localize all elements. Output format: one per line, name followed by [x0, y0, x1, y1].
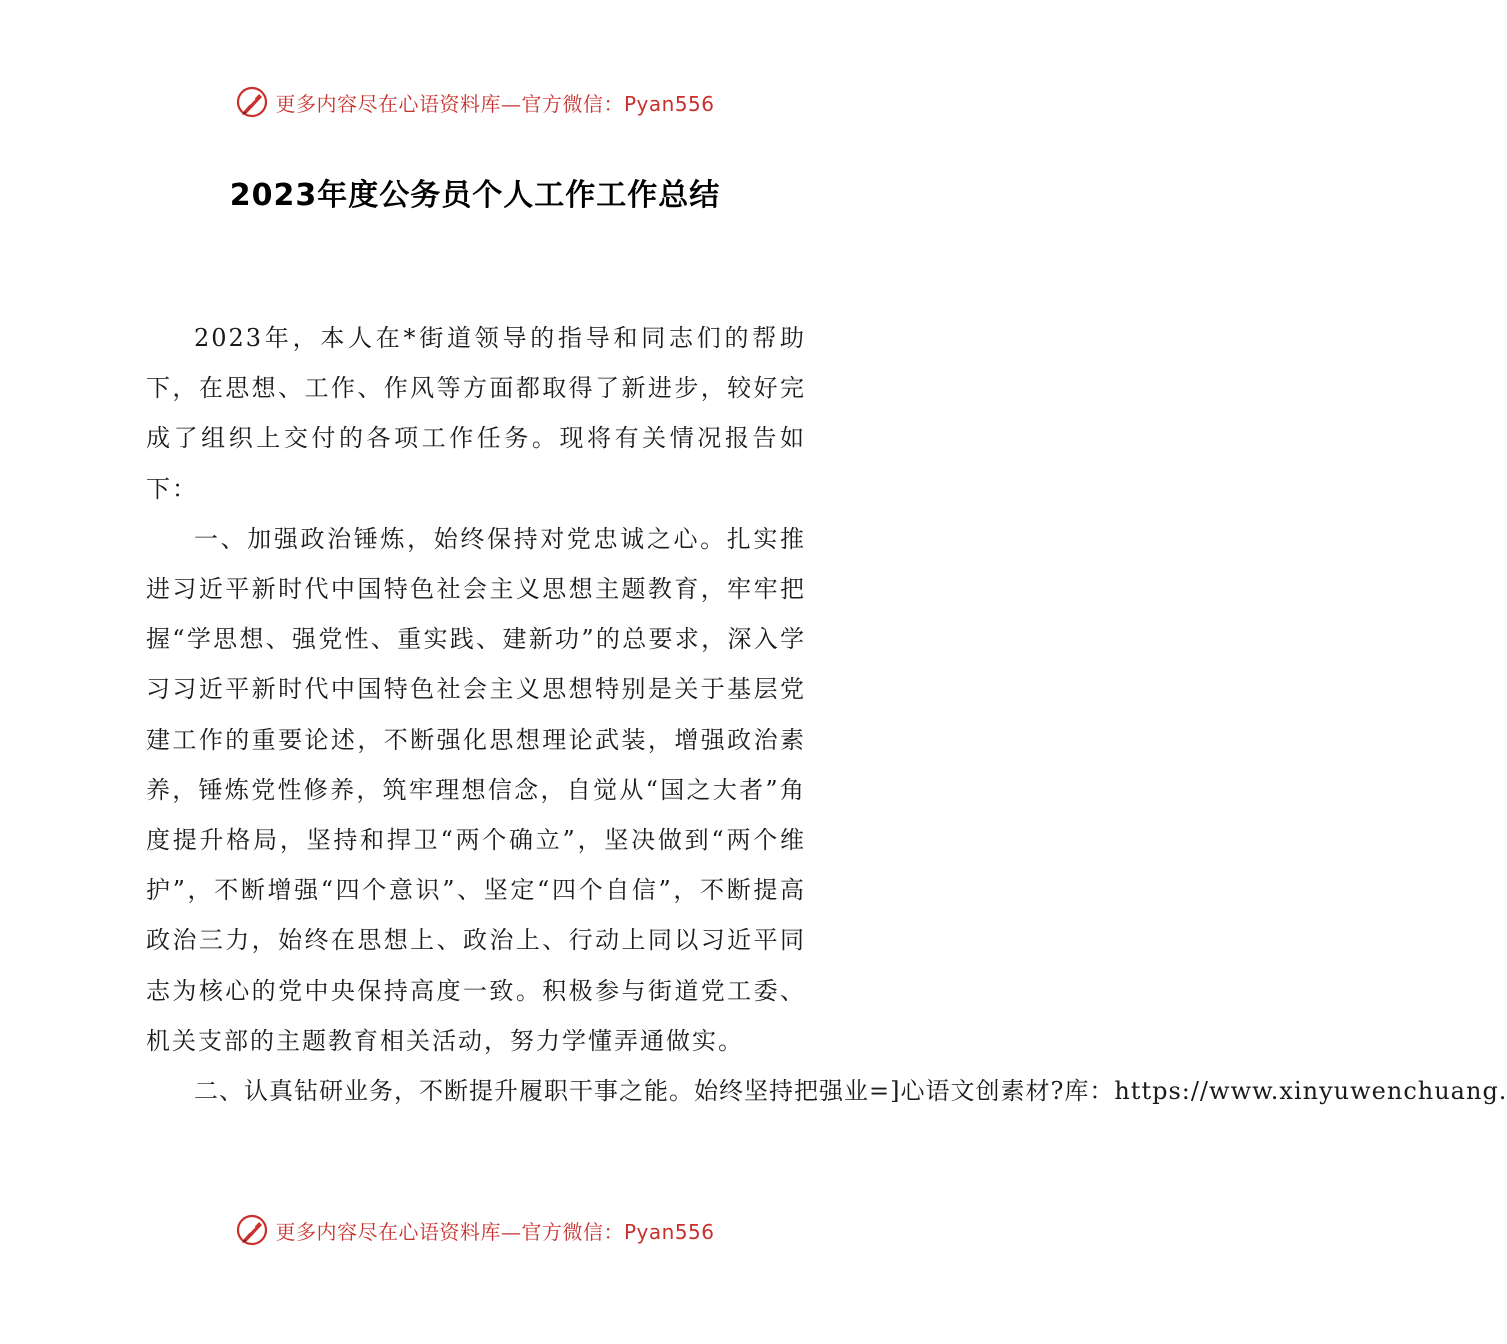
paragraph-intro: 2023年，本人在*街道领导的指导和同志们的帮助下，在思想、工作、作风等方面都取得了新进步，较好完成了组织上交付的各项工作任务。现将有关情况报告如下：: [146, 324, 806, 503]
paragraph-section-two: 二、认真钻研业务，不断提升履职干事之能。始终坚持把强业=]心语文创素材?库：https://www.xinyuwenchuang.: [194, 1077, 1507, 1106]
header-banner: [0, 80, 950, 124]
footer-wechat-id: Pyan556: [623, 1219, 715, 1244]
document-body: [146, 313, 1507, 1116]
paragraph-section-one: 一、加强政治锤炼，始终保持对党忠诚之心。扎实推进习近平新时代中国特色社会主义思想主题教育，牢牢把握“学思想、强党性、重实践、建新功”的总要求，深入学习习近平新时代中国特色社会主义思想特别是关于基层党建工作的重要论述，不断强化思想理论武装，增强政治素养，锤炼党性修养，筑牢理想信念，自觉从“国之大者”角度提升格局，坚持和捍卫“两个确立”，坚决做到“两个维护”，不断增强“四个意识”、坚定“四个自信”，不断提高政治三力，始终在思想上、政治上、行动上同以习近平同志为核心的党中央保持高度一致。积极参与街道党工委、机关支部的主题教育相关活动，努力学懂弄通做实。: [146, 524, 806, 1055]
footer-banner-text: 更多内容尽在心语资料库—官方微信：Pyan556: [275, 1219, 715, 1244]
quill-pen-logo-icon: [235, 1213, 269, 1247]
header-wechat-id: Pyan556: [623, 91, 715, 116]
footer-banner: [0, 1208, 950, 1252]
quill-pen-logo-icon: [235, 85, 269, 119]
document-title: 2023年度公务员个人工作工作总结: [229, 178, 721, 213]
header-banner-text: 更多内容尽在心语资料库—官方微信：Pyan556: [275, 91, 715, 116]
